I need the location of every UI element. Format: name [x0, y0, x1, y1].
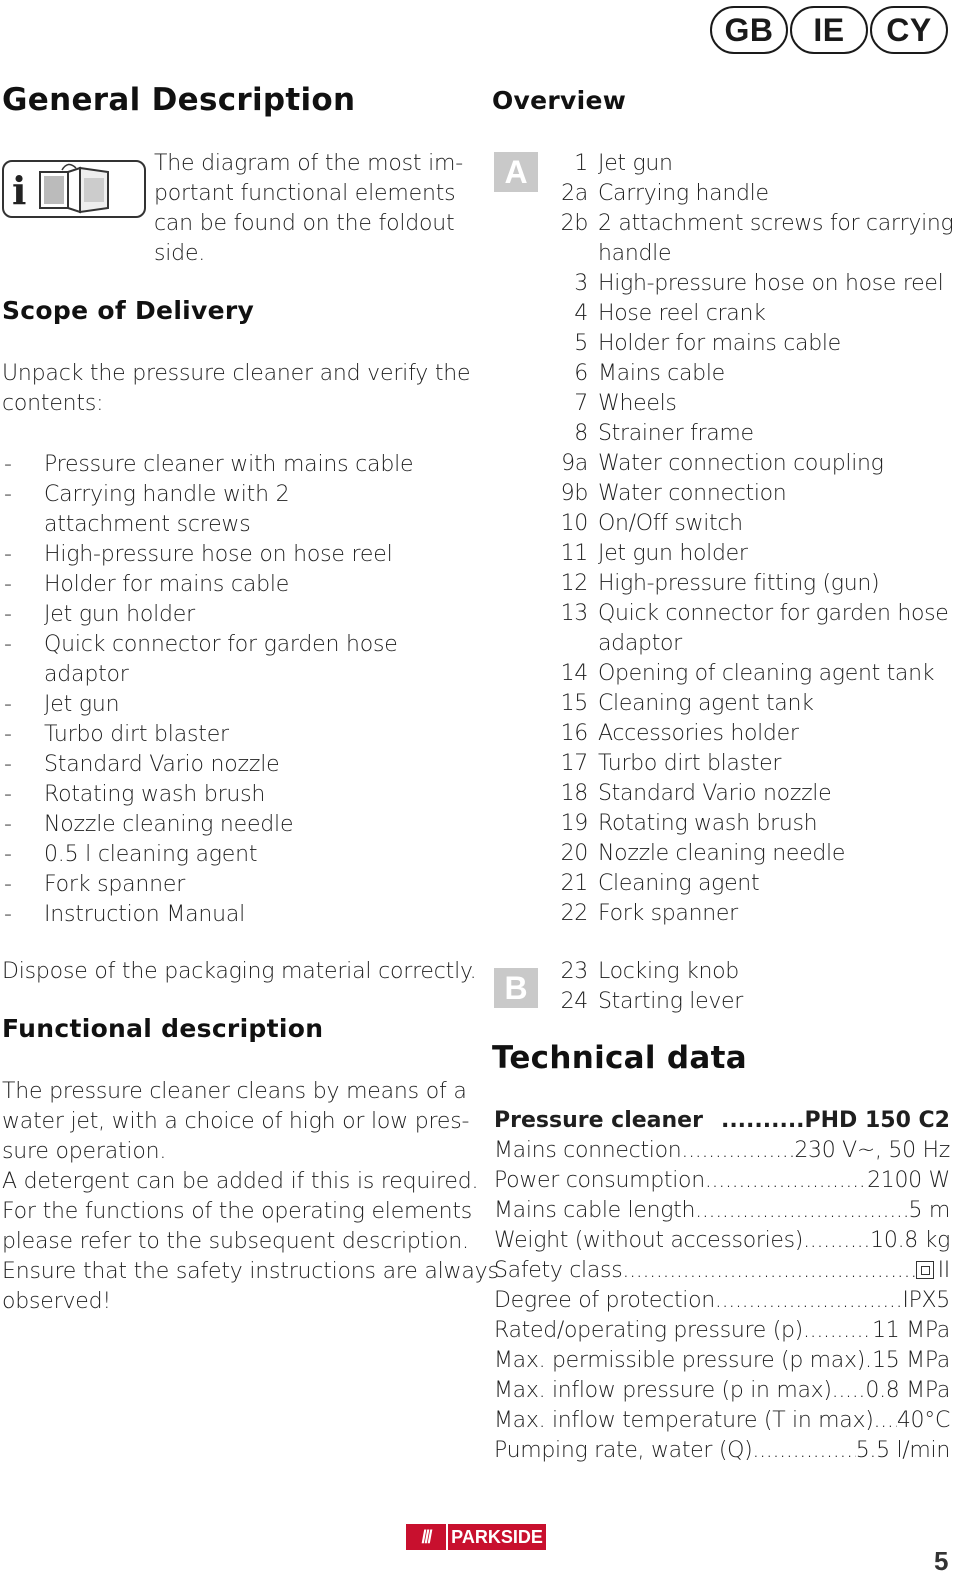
item-label: Water connection — [598, 481, 787, 506]
list-item: - Jet gun — [4, 692, 120, 717]
item-label: Opening of cleaning agent tank — [598, 661, 935, 686]
technical-data-row: Max. inflow temperature (T in max) ..... 40°C — [494, 1406, 950, 1436]
item-label: Holder for mains cable — [598, 331, 841, 356]
list-item — [548, 329, 958, 359]
list-item — [548, 719, 958, 749]
list-item — [548, 899, 958, 929]
item-number: 7 — [574, 391, 588, 416]
list-item — [548, 539, 958, 569]
parkside-logo: /// PARKSIDE — [406, 1524, 546, 1550]
list-item — [548, 987, 958, 1017]
item-label: Nozzle cleaning needle — [598, 841, 846, 866]
overview-list-a — [548, 149, 958, 929]
item-label: Accessories holder — [598, 721, 799, 746]
technical-data-head: Pressure cleaner ..... PHD 150 C2 — [494, 1106, 950, 1136]
technical-data-heading: Technical data — [492, 1040, 747, 1076]
list-item: - Instruction Manual — [4, 902, 246, 927]
general-intro: The diagram of the most im- portant functional elements can be found on the foldout side. — [154, 151, 463, 266]
technical-data-row: Max. inflow pressure (p in max) ..... 0.8 MPa — [494, 1376, 950, 1406]
item-number: 18 — [560, 781, 588, 806]
item-number: 9a — [561, 451, 588, 476]
list-item — [548, 509, 958, 539]
item-number: 23 — [560, 959, 588, 984]
item-label: Mains cable — [598, 361, 725, 386]
overview-heading: Overview — [492, 86, 627, 115]
list-item — [548, 269, 958, 299]
list-item: - 0.5 l cleaning agent — [4, 842, 258, 867]
info-foldout-icon — [2, 160, 146, 218]
technical-data-row: Pumping rate, water (Q) ..... 5.5 l/min — [494, 1436, 950, 1466]
technical-data-row: Degree of protection ..... IPX5 — [494, 1286, 950, 1316]
scope-of-delivery-heading: Scope of Delivery — [2, 296, 255, 325]
technical-data-table — [494, 1106, 950, 1466]
logo-stripes-icon: /// — [406, 1524, 446, 1550]
item-label: Standard Vario nozzle — [598, 781, 832, 806]
item-number: 2a — [561, 181, 588, 206]
list-item: - Fork spanner — [4, 872, 186, 897]
item-label: Cleaning agent — [598, 871, 760, 896]
item-number: 5 — [574, 331, 588, 356]
list-item — [548, 359, 958, 389]
list-item: - High-pressure hose on hose reel — [4, 542, 393, 567]
list-item — [548, 659, 958, 689]
item-number: 24 — [560, 989, 588, 1014]
item-label: Fork spanner — [598, 901, 738, 926]
list-item — [548, 389, 958, 419]
list-item — [548, 957, 958, 987]
item-label: Locking knob — [598, 959, 739, 984]
list-item — [548, 179, 958, 209]
list-item — [548, 689, 958, 719]
item-label: Wheels — [598, 391, 677, 416]
item-number: 12 — [560, 571, 588, 596]
figure-a-badge: A — [494, 152, 538, 192]
item-number: 20 — [560, 841, 588, 866]
item-number: 21 — [560, 871, 588, 896]
technical-data-row: Power consumption ..... 2100 W — [494, 1166, 950, 1196]
country-badge: GB — [710, 6, 788, 54]
figure-b-badge: B — [494, 968, 538, 1008]
item-number: 22 — [560, 901, 588, 926]
item-label: Strainer frame — [598, 421, 754, 446]
list-item — [548, 299, 958, 329]
safety-class-ii-icon — [916, 1261, 934, 1279]
item-label: Turbo dirt blaster — [598, 751, 782, 776]
technical-data-row: Mains cable length ..... 5 m — [494, 1196, 950, 1226]
item-label: On/Off switch — [598, 511, 743, 536]
item-number: 13 — [560, 601, 588, 626]
item-number: 1 — [574, 151, 588, 176]
svg-text:i: i — [12, 168, 27, 213]
item-number: 17 — [560, 751, 588, 776]
dispose-note: Dispose of the packaging material correctly. — [2, 959, 477, 984]
page-number: 5 — [934, 1546, 949, 1576]
item-number: 6 — [574, 361, 588, 386]
list-item — [548, 839, 958, 869]
country-badge: IE — [790, 6, 868, 54]
list-item: - Quick connector for garden hose adaptor — [4, 632, 398, 687]
item-label: Starting lever — [598, 989, 744, 1014]
item-number: 8 — [574, 421, 588, 446]
item-number: 14 — [560, 661, 588, 686]
item-number: 10 — [560, 511, 588, 536]
item-label: Cleaning agent tank — [598, 691, 814, 716]
list-item — [548, 449, 958, 479]
list-item: - Pressure cleaner with mains cable — [4, 452, 414, 477]
item-label: Quick connector for garden hose adaptor — [598, 601, 949, 656]
item-label: Jet gun — [598, 151, 673, 176]
list-item — [548, 809, 958, 839]
item-label: Hose reel crank — [598, 301, 766, 326]
item-number: 19 — [560, 811, 588, 836]
list-item — [548, 569, 958, 599]
item-label: High-pressure hose on hose reel — [598, 271, 944, 296]
item-number: 4 — [574, 301, 588, 326]
list-item: - Nozzle cleaning needle — [4, 812, 294, 837]
item-label: Water connection coupling — [598, 451, 884, 476]
item-label: Rotating wash brush — [598, 811, 818, 836]
functional-description-heading: Functional description — [2, 1014, 324, 1043]
list-item: - Holder for mains cable — [4, 572, 290, 597]
scope-intro: Unpack the pressure cleaner and verify the contents: — [2, 361, 471, 416]
technical-data-row: Rated/operating pressure (p) ..... 11 MPa — [494, 1316, 950, 1346]
list-item: - Standard Vario nozzle — [4, 752, 280, 777]
country-badge: CY — [870, 6, 948, 54]
list-item: - Rotating wash brush — [4, 782, 266, 807]
technical-data-row: Safety class ..... II — [494, 1256, 950, 1286]
item-number: 15 — [560, 691, 588, 716]
list-item: - Carrying handle with 2 attachment screws — [4, 482, 290, 537]
overview-list-b — [548, 957, 958, 1017]
item-number: 11 — [560, 541, 588, 566]
technical-data-row: Mains connection ..... 230 V~, 50 Hz — [494, 1136, 950, 1166]
country-badges — [710, 6, 948, 54]
item-number: 16 — [560, 721, 588, 746]
list-item — [548, 149, 958, 179]
general-description-heading: General Description — [2, 82, 356, 118]
list-item — [548, 209, 958, 269]
list-item — [548, 419, 958, 449]
item-label: 2 attachment screws for carrying handle — [598, 211, 954, 266]
technical-data-row: Max. permissible pressure (p max) ..... 15 MPa — [494, 1346, 950, 1376]
item-number: 9b — [560, 481, 588, 506]
item-number: 2b — [560, 211, 588, 236]
technical-data-row: Weight (without accessories) ..... 10.8 kg — [494, 1226, 950, 1256]
list-item — [548, 779, 958, 809]
scope-list — [2, 450, 464, 930]
list-item: - Turbo dirt blaster — [4, 722, 229, 747]
item-label: Carrying handle — [598, 181, 769, 206]
item-label: Jet gun holder — [598, 541, 748, 566]
list-item: - Jet gun holder — [4, 602, 195, 627]
list-item — [548, 749, 958, 779]
item-number: 3 — [574, 271, 588, 296]
list-item — [548, 479, 958, 509]
list-item — [548, 599, 958, 659]
functional-text: The pressure cleaner cleans by means of a water jet, with a choice of high or low pres- sure operation. A detergent can be added if this is required. For the functions of the operating elements please refer to the subsequent description. Ensure that the safety instructions are always observed! — [2, 1079, 499, 1314]
list-item — [548, 869, 958, 899]
item-label: High-pressure fitting (gun) — [598, 571, 880, 596]
